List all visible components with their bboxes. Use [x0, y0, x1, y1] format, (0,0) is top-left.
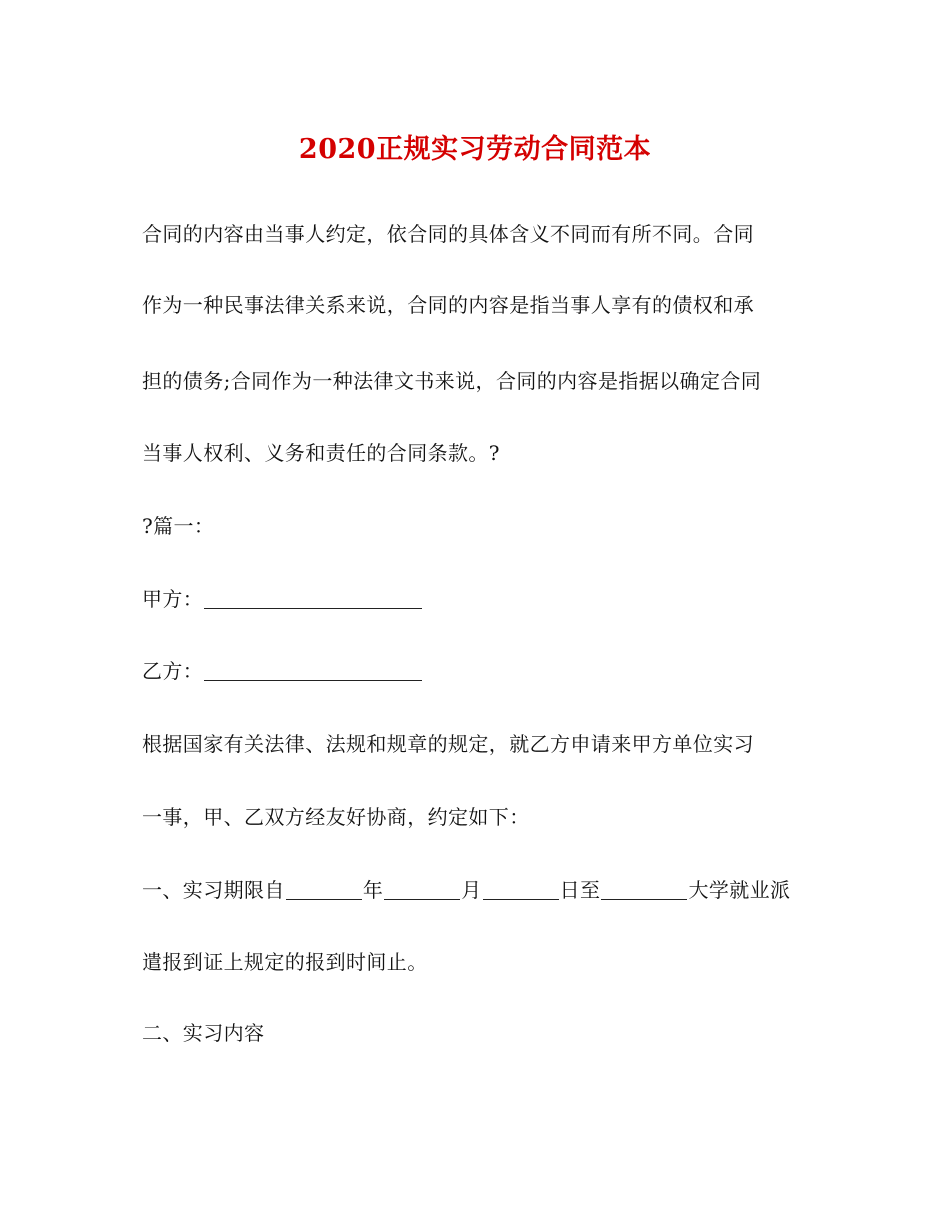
clause-1-line	[142, 875, 822, 905]
intro-line-3: 担的债务;合同作为一种法律文书来说，合同的内容是指据以确定合同	[142, 369, 762, 393]
party-b-label: 乙方：	[142, 659, 204, 683]
intro-line-1: 合同的内容由当事人约定，依合同的具体含义不同而有所不同。合同	[142, 222, 754, 246]
intro-line-2: 作为一种民事法律关系来说，合同的内容是指当事人享有的债权和承	[142, 293, 754, 317]
party-b-row	[142, 656, 822, 686]
clause-1-continuation: 遣报到证上规定的报到时间止。	[142, 950, 428, 974]
party-b-blank	[204, 660, 422, 681]
clause-1-prefix: 一、实习期限自	[142, 878, 285, 902]
party-a-blank	[204, 588, 422, 609]
basis-line-1: 根据国家有关法律、法规和规章的规定，就乙方申请来甲方单位实习	[142, 732, 754, 756]
clause-1-suffix: 大学就业派	[688, 878, 791, 902]
basis-line-2: 一事，甲、乙双方经友好协商，约定如下：	[142, 805, 530, 829]
month-blank	[384, 879, 460, 900]
day-blank	[483, 879, 559, 900]
party-a-label: 甲方：	[142, 587, 204, 611]
year-blank	[286, 879, 362, 900]
intro-line-4: 当事人权利、义务和责任的合同条款。?	[142, 441, 500, 465]
year-label: 年	[362, 878, 384, 902]
day-to-label: 日至	[559, 878, 601, 902]
university-blank	[601, 879, 687, 900]
document-title: 2020正规实习劳动合同范本	[298, 134, 652, 165]
clause-2-heading: 二、实习内容	[142, 1021, 265, 1045]
month-label: 月	[461, 878, 482, 902]
section-heading: ?篇一：	[142, 514, 215, 538]
party-a-row	[142, 584, 822, 614]
